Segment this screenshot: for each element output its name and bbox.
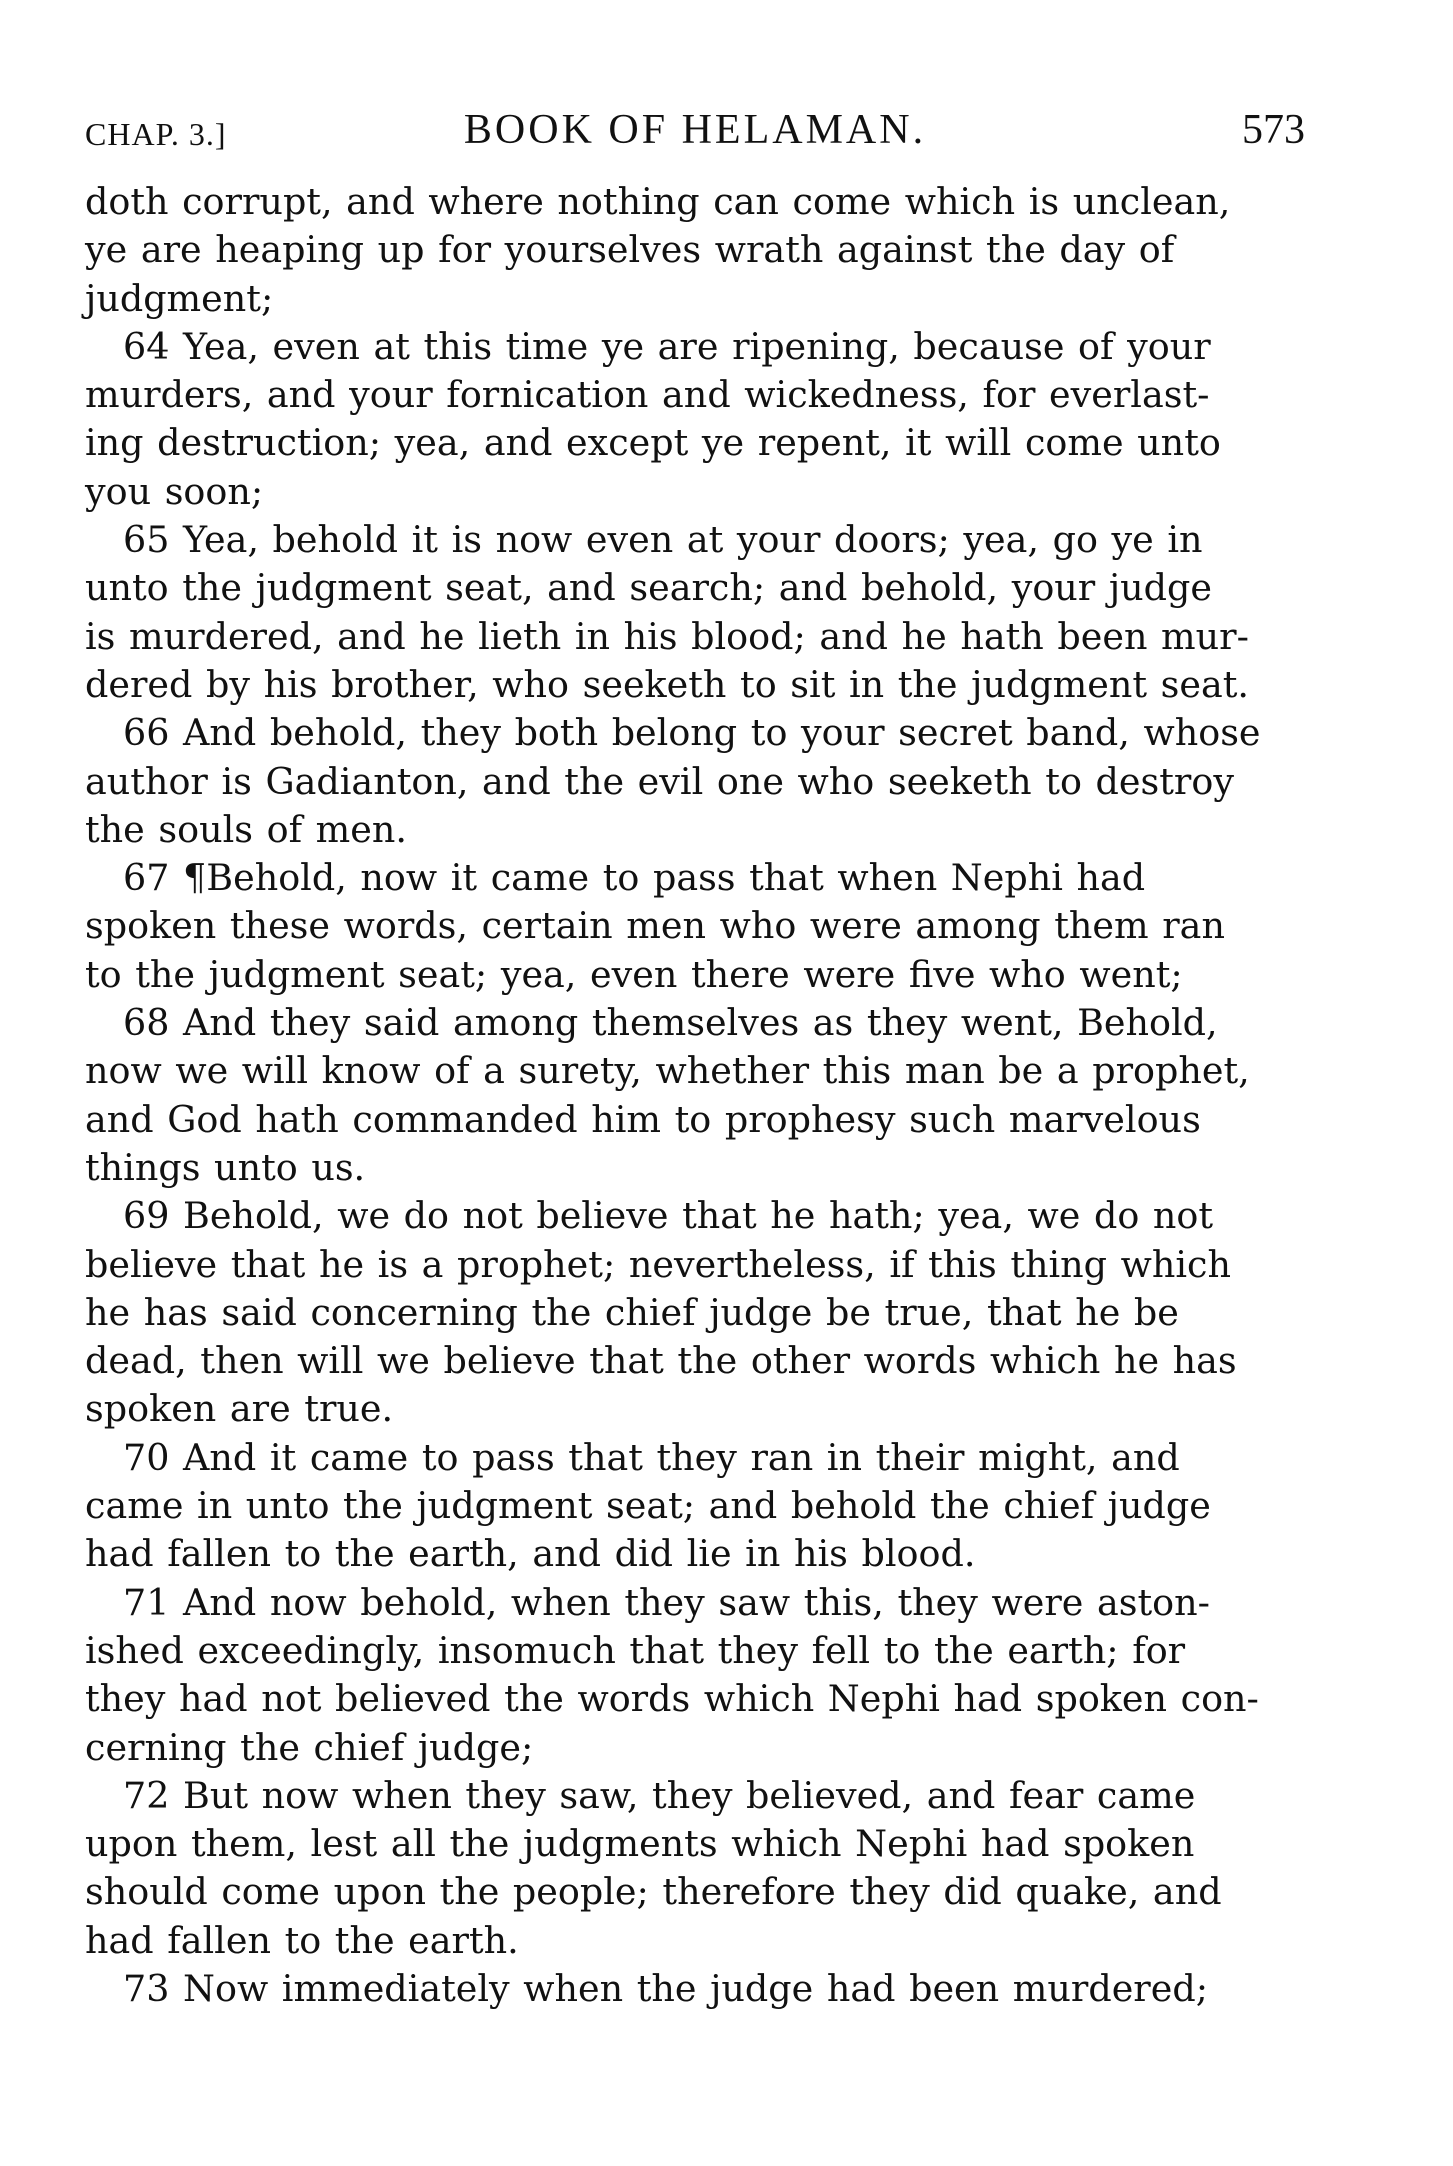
text-line: should come upon the people; therefore they did quake, and (85, 1870, 1222, 1914)
text-line: had fallen to the earth. (85, 1918, 519, 1962)
text-line: unto the judgment seat, and search; and behold, your judge (85, 566, 1213, 610)
text-line: things unto us. (85, 1145, 366, 1189)
verse-start-line: 67 ¶Behold, now it came to pass that when Nephi had (123, 856, 1146, 900)
book-title: BOOK OF HELAMAN. (463, 107, 927, 153)
text-line: judgment; (85, 276, 274, 320)
text-line: spoken are true. (85, 1387, 394, 1431)
verse-start-line: 68 And they said among themselves as they went, Behold, (123, 1001, 1218, 1045)
verse-start-line: 64 Yea, even at this time ye are ripening, because of your (123, 324, 1211, 368)
text-line: and God hath commanded him to prophesy such marvelous (85, 1097, 1201, 1141)
verse-start-line: 69 Behold, we do not believe that he hath; yea, we do not (123, 1194, 1214, 1238)
text-line: doth corrupt, and where nothing can come which is unclean, (85, 180, 1231, 223)
text-line: had fallen to the earth, and did lie in his blood. (85, 1532, 976, 1576)
text-line: ished exceedingly, insomuch that they fell to the earth; for (85, 1628, 1186, 1672)
text-line: now we will know of a surety, whether this man be a prophet, (85, 1049, 1250, 1093)
verse-start-line: 70 And it came to pass that they ran in their might, and (123, 1435, 1180, 1479)
text-line: you soon; (85, 469, 264, 513)
verse-start-line: 72 But now when they saw, they believed, and fear came (123, 1773, 1196, 1817)
book-page (85, 100, 1305, 2013)
text-line: they had not believed the words which Nephi had spoken con- (85, 1677, 1259, 1721)
verse-start-line: 73 Now immediately when the judge had been murdered; (123, 1966, 1209, 2010)
text-line: murders, and your fornication and wickedness, for everlast- (85, 373, 1210, 417)
text-line: believe that he is a prophet; nevertheless, if this thing which (85, 1242, 1232, 1286)
text-line: ye are heaping up for yourselves wrath against the day of (85, 228, 1175, 272)
text-line: ing destruction; yea, and except ye repent, it will come unto (85, 421, 1221, 465)
page-number: 573 (1242, 107, 1305, 153)
verse-start-line: 65 Yea, behold it is now even at your doors; yea, go ye in (123, 518, 1203, 562)
text-line: he has said concerning the chief judge be true, that he be (85, 1290, 1179, 1334)
text-line: dered by his brother, who seeketh to sit in the judgment seat. (85, 662, 1250, 706)
text-line: to the judgment seat; yea, even there were five who went; (85, 952, 1183, 996)
chapter-label: CHAP. 3.] (85, 116, 227, 152)
verse-text (85, 178, 1305, 2013)
text-line: dead, then will we believe that the other words which he has (85, 1339, 1237, 1383)
running-header (85, 100, 1305, 160)
text-line: is murdered, and he lieth in his blood; and he hath been mur- (85, 614, 1249, 658)
text-line: spoken these words, certain men who were among them ran (85, 904, 1225, 948)
verse-start-line: 66 And behold, they both belong to your secret band, whose (123, 711, 1261, 755)
text-line: came in unto the judgment seat; and behold the chief judge (85, 1484, 1211, 1528)
text-line: cerning the chief judge; (85, 1725, 534, 1769)
text-line: author is Gadianton, and the evil one who seeketh to destroy (85, 759, 1234, 803)
text-line: upon them, lest all the judgments which Nephi had spoken (85, 1822, 1195, 1866)
verse-start-line: 71 And now behold, when they saw this, they were aston- (123, 1580, 1210, 1624)
text-line: the souls of men. (85, 807, 408, 851)
